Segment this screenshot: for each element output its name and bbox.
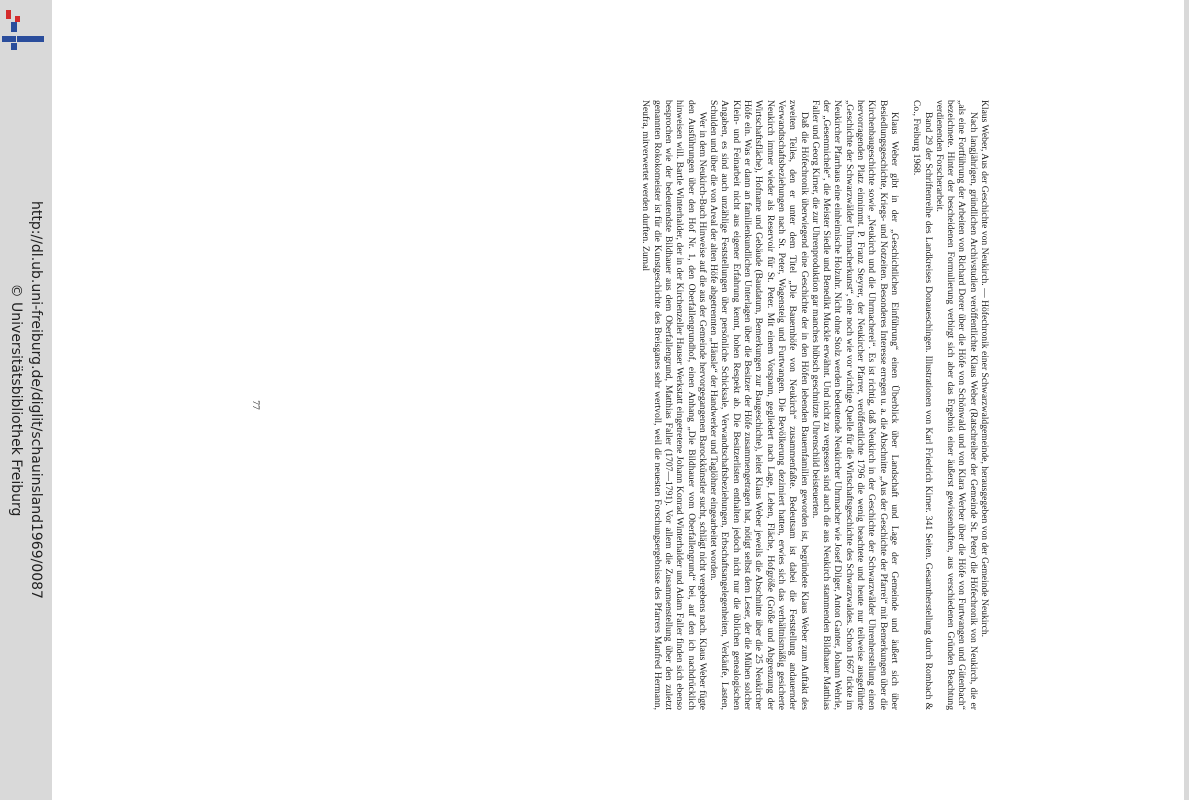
right-scroll-edge	[1184, 0, 1189, 800]
permalink-url[interactable]: http://dl.ub.uni-freiburg.de/diglit/schauinsland1969/0087	[28, 201, 44, 599]
text-paragraph: Klaus Weber, Aus der Geschichte von Neukirch. — Höfechronik einer Schwarzwaldgemeinde, herausgegeben von der Gemeinde Neukirch.	[979, 100, 990, 638]
ub-freiburg-logo-icon[interactable]	[2, 10, 44, 50]
text-paragraph: Band 29 der Schriftenreihe des Landkreises Donaueschingen. Illustrationen von Karl Friedrich Kirner. 341 Seiten. Gesamtherstellung durch Rombach & Co., Freiburg 1968.	[911, 100, 934, 710]
text-paragraph: Nach langjährigen, gründlichen Archivstudien veröffentlichte Klaus Weber (Ratschreiber der Gemeinde St. Peter) die Höfechronik von Neukirch, die er „als eine Fortführung der Arbeiten von Richard Dorer über die Höfe von Schönwald und von Klara Werber über die Höfe von Furtwangen und Gütenbach“ bezeichnete. Hinter der bescheidenen Formulierung verbirgt sich aber das Ergebnis einer äußerst gewissenhaften, aus verschiedenen Gründen Beachtung verdienenden Forscherarbeit.	[933, 100, 979, 710]
text-paragraph: Klaus Weber gibt in der „Geschichtlichen Einführung“ einen Überblick über Landschaft und Lage der Gemeinde und äußert sich über Besiedlungsgeschichte, Kriegs- und Notzeiten. Besonderes Interesse erregen u. a. die Abschnitte „Aus der Geschichte der Pfarrei“ mit Bemerkungen über die Kirchenbaugeschichte sowie „Neukirch und die Uhrmacherei“. Es ist richtig, daß Neukirch in der Geschichte der Schwarzwälder Uhrenherstellung einen hervorragenden Platz einnimmt. P. Franz Steyrer, der Neukircher Pfarrer, veröffentlichte 1796 die wenig beachtete und heute nur teilweise ausgeführte „Geschichte der Schwarzwälder Uhrmacherkunst“, eine noch wie vor wichtige Quelle für die Wirtschaftsgeschichte des Schwarzwaldes. Schon 1667 tickte im Neukircher Pfarrhaus eine einheimische Holzuhr. Nicht ohne Stolz werden bedeutende Neukircher Uhrmacher wie Josef Dilger, Anton Ganter, Johann Wehrle, der „Gesenmichele“, die Meister Siedle und Benedikt Muckle erwähnt. Und nicht zu vergessen sind auch die aus Neukirch stammenden Bildhauer Matthias Faller und Georg Kirner, die zur Uhrenproduktion gar manches hübsch geschnitzte Uhrenschild beisteuerten.	[809, 100, 900, 710]
text-paragraph: Wer in dem Neukirch-Buch Hinweise auf die aus der Gemeinde hervorgegangenen Barockkünstler sucht, schlägt nicht vergebens nach. Klaus Weber fügte den Ausführungen über den Hof Nr. 1, den Oberfallengrundhof, einen Anhang „Die Bildhauer vom Oberfallengrund“ bei, auf den ich nachdrücklich hinweisen will. Bartle Winterhalder, der in der Kirchenzeller Hauser Werkstatt eingetretene Johann Konrad Winterhalder und Adam Faller finden sich ebenso besprochen wie der bedeutendste Bildhauer aus dem Oberfallengrund, Matthias Faller (1707—1791). Vor allem die Zusammenstellung über den zuletzt genannten Rokokomeister ist für die Kunstgeschichte des Breisganes sehr wertvoll, weil die neuesten Forschungsergebnisse des Pfarrers Manfred Hermann, Neufra, mitverwertet werden durften. Zumal	[640, 100, 708, 710]
copyright-notice: © Universitätsbibliothek Freiburg	[8, 283, 24, 517]
viewer-sidebar	[0, 0, 52, 800]
viewer-caption-rotated	[6, 201, 46, 599]
text-paragraph: Daß die Höfechronik überwiegend eine Geschichte der in den Höfen lebenden Bauernfamilien geworden ist, begründete Klaus Weber zum Auftakt des zweiten Teiles, den er unter dem Titel „Die Bauernhöfe von Neukirch“ zusammenfaßte. Bedeutsam ist dabei die Feststellung andauernder Verwandtschaftsbeziehungen nach St. Peter, Wagensteig und Furtwangen. Die Bevölkerung dezimiert hatten, erwies sich das verhältnismäßig gesicherte Neukirch immer wieder als Reservoir für St. Peter. Mit einem Vorspann, gegliedert nach Lage, Lehen, Fläche, Hofgröße (Größe und Abgrenzung der Wirtschaftsfläche), Hofname und Gebäude (Baudatum, Bemerkungen zur Baugeschichte), leitet Klaus Weber jeweils die Abschnitte über die 25 Neukircher Höfe ein. Was er dann an familienkundlichen Unterlagen über die Besitzer der Höfe zusammengetragen hat, nötigt selbst dem Leser, der die Mühen solcher Klein- und Feinarbeit nicht aus eigener Erfahrung kennt, hohen Respekt ab. Die Besitzerlisten enthalten jedoch nicht nur die üblichen genealogischen Angaben, es sind auch unzählige Feststellungen über persönliche Schicksale, Verwandtschaftsbeziehungen, Erbschaftsangelegenheiten, Verkäufe, Lasten, Schulden und über die von Areal der alten Höfe abgetrennten „Häusle“ der Handwerker und Taglöhner eingearbeitet worden.	[708, 100, 810, 710]
page-number: 77	[250, 400, 262, 410]
scanned-page	[250, 100, 990, 710]
paragraph-gap	[900, 100, 911, 710]
page-text-body	[640, 100, 990, 710]
